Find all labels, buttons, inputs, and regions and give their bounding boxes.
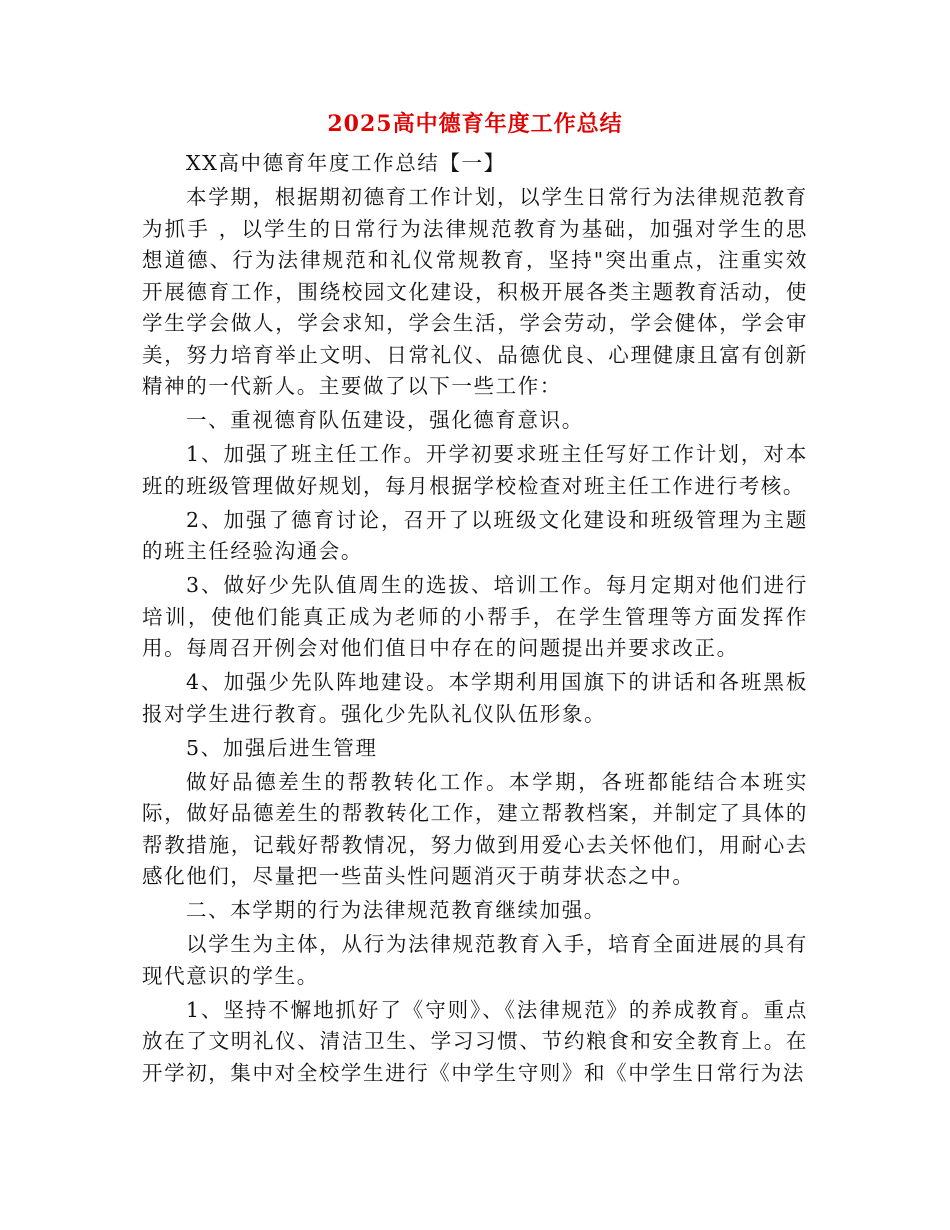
paragraph: 1、坚持不懈地抓好了《守则》、《法律规范》的养成教育。重点放在了文明礼仪、清洁卫生、学习习惯、节约粮食和安全教育上。在开学初，集中对全校学生进行《中学生守则》和《中学生日常行为法 (142, 997, 808, 1085)
paragraph: 5、加强后进生管理 (186, 735, 378, 760)
paragraph: 做好品德差生的帮教转化工作。本学期，各班都能结合本班实际，做好品德差生的帮教转化工作，建立帮教档案，并制定了具体的帮教措施，记载好帮教情况，努力做到用爱心去关怀他们，用耐心去感化他们，尽量把一些苗头性问题消灭于萌芽状态之中。 (142, 769, 808, 888)
paragraph: 本学期，根据期初德育工作计划，以学生日常行为法律规范教育为抓手 ，以学生的日常行为法律规范教育为基础，加强对学生的思想道德、行为法律规范和礼仪常规教育，坚持"突出重点，注重实效开展德育工作，围绕校园文化建设，积极开展各类主题教育活动，使学生学会做人，学会求知，学会生活，学会劳动，学会健体，学会审美，努力培育举止文明、日常礼仪、品德优良、心理健康且富有创新精神的一代新人。主要做了以下一些工作： (142, 185, 808, 398)
section-heading: XX高中德育年度工作总结【一】 (186, 151, 506, 175)
document-title: 2025高中德育年度工作总结 (327, 111, 623, 137)
paragraph: 2、加强了德育讨论，召开了以班级文化建设和班级管理为主题的班主任经验沟通会。 (142, 507, 808, 563)
paragraph: 1、加强了班主任工作。开学初要求班主任写好工作计划，对本班的班级管理做好规划，每月根据学校检查对班主任工作进行考核。 (142, 442, 808, 498)
section-heading: 一、重视德育队伍建设，强化德育意识。 (186, 408, 584, 432)
document-body (142, 148, 808, 1092)
paragraph: 4、加强少先队阵地建设。本学期利用国旗下的讲话和各班黑板报对学生进行教育。强化少先队礼仪队伍形象。 (142, 670, 808, 726)
paragraph: 3、做好少先队值周生的选拔、培训工作。每月定期对他们进行培训，使他们能真正成为老师的小帮手，在学生管理等方面发挥作用。每周召开例会对他们值日中存在的问题提出并要求改正。 (142, 573, 808, 660)
section-heading: 二、本学期的行为法律规范教育继续加强。 (186, 898, 606, 922)
paragraph: 以学生为主体，从行为法律规范教育入手，培育全面进展的具有现代意识的学生。 (142, 932, 808, 988)
